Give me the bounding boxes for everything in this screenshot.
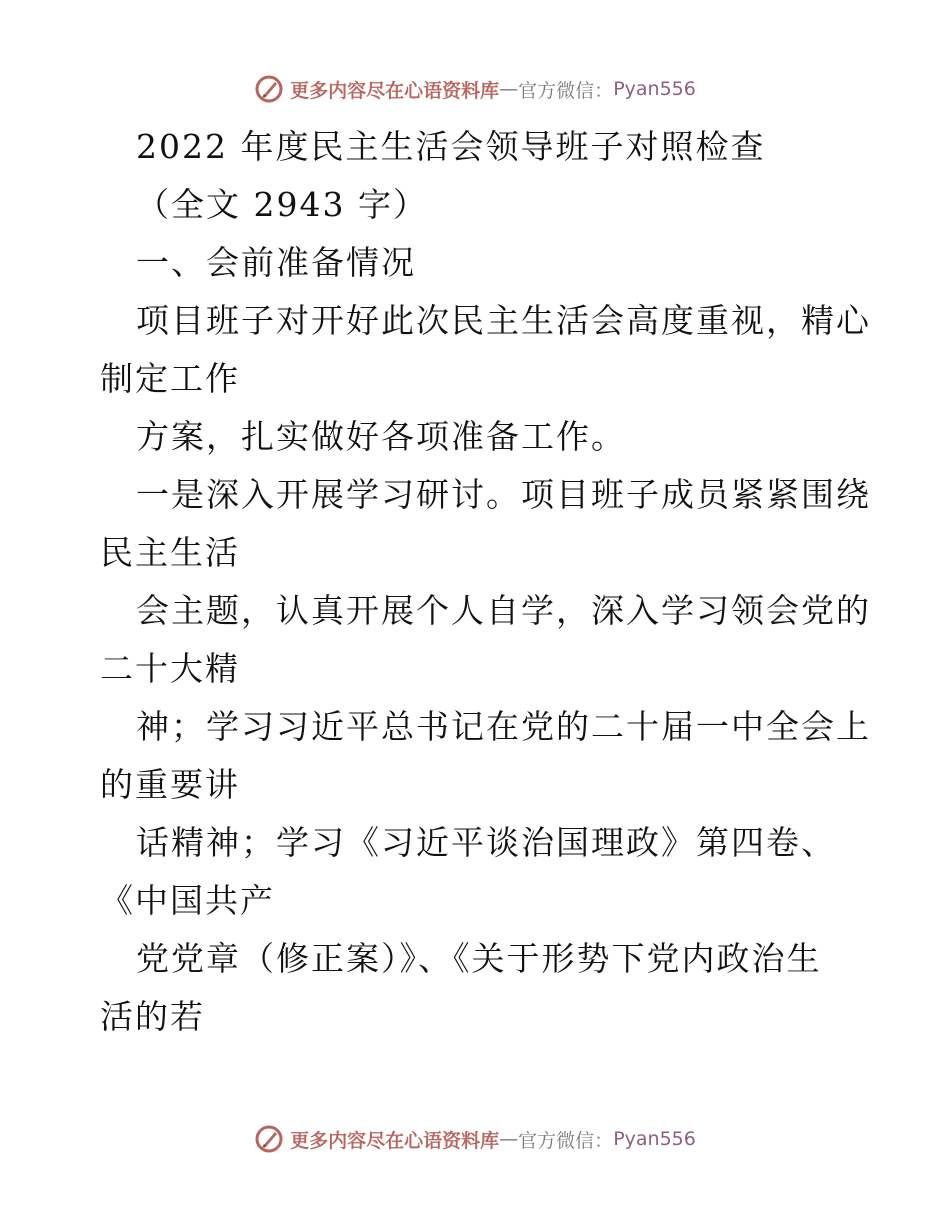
watermark-dash: — <box>499 1128 519 1150</box>
word-count: （全文 2943 字） <box>136 185 428 224</box>
paragraph-line: 制定工作 <box>100 359 240 398</box>
paragraph-line: 活的若 <box>100 997 205 1036</box>
paragraph-line: 神；学习习近平总书记在党的二十届一中全会上 <box>136 707 871 746</box>
paragraph-line: 会主题，认真开展个人自学，深入学习领会党的 <box>136 591 871 630</box>
watermark-wechat-label: 官方微信： <box>518 1129 614 1152</box>
paragraph-line: 项目班子对开好此次民主生活会高度重视，精心 <box>136 301 871 340</box>
header-watermark <box>0 74 950 104</box>
watermark-main-text: 更多内容尽在心语资料库 <box>290 79 500 102</box>
paragraph-line: 一是深入开展学习研讨。项目班子成员紧紧围绕 <box>136 475 871 514</box>
section-heading: 一、会前准备情况 <box>136 243 416 282</box>
document-title: 2022 年度民主生活会领导班子对照检查 <box>136 127 766 166</box>
watermark-dash: — <box>499 78 519 100</box>
watermark-wechat-id: Pyan556 <box>613 78 696 100</box>
quill-logo-icon <box>254 1124 284 1154</box>
paragraph-line: 民主生活 <box>100 533 240 572</box>
watermark-main-text: 更多内容尽在心语资料库 <box>290 1129 500 1152</box>
paragraph-line: 话精神；学习《习近平谈治国理政》第四卷、 <box>136 823 836 862</box>
watermark-wechat-label: 官方微信： <box>518 79 614 102</box>
document-body <box>100 118 871 1046</box>
paragraph-line: 《中国共产 <box>100 881 275 920</box>
quill-logo-icon <box>254 74 284 104</box>
paragraph-line: 二十大精 <box>100 649 240 688</box>
footer-watermark <box>0 1124 950 1154</box>
paragraph-line: 党党章（修正案）》、《关于形势下党内政治生 <box>136 939 822 978</box>
paragraph-line: 方案，扎实做好各项准备工作。 <box>136 417 626 456</box>
paragraph-line: 的重要讲 <box>100 765 240 804</box>
watermark-wechat-id: Pyan556 <box>613 1128 696 1150</box>
